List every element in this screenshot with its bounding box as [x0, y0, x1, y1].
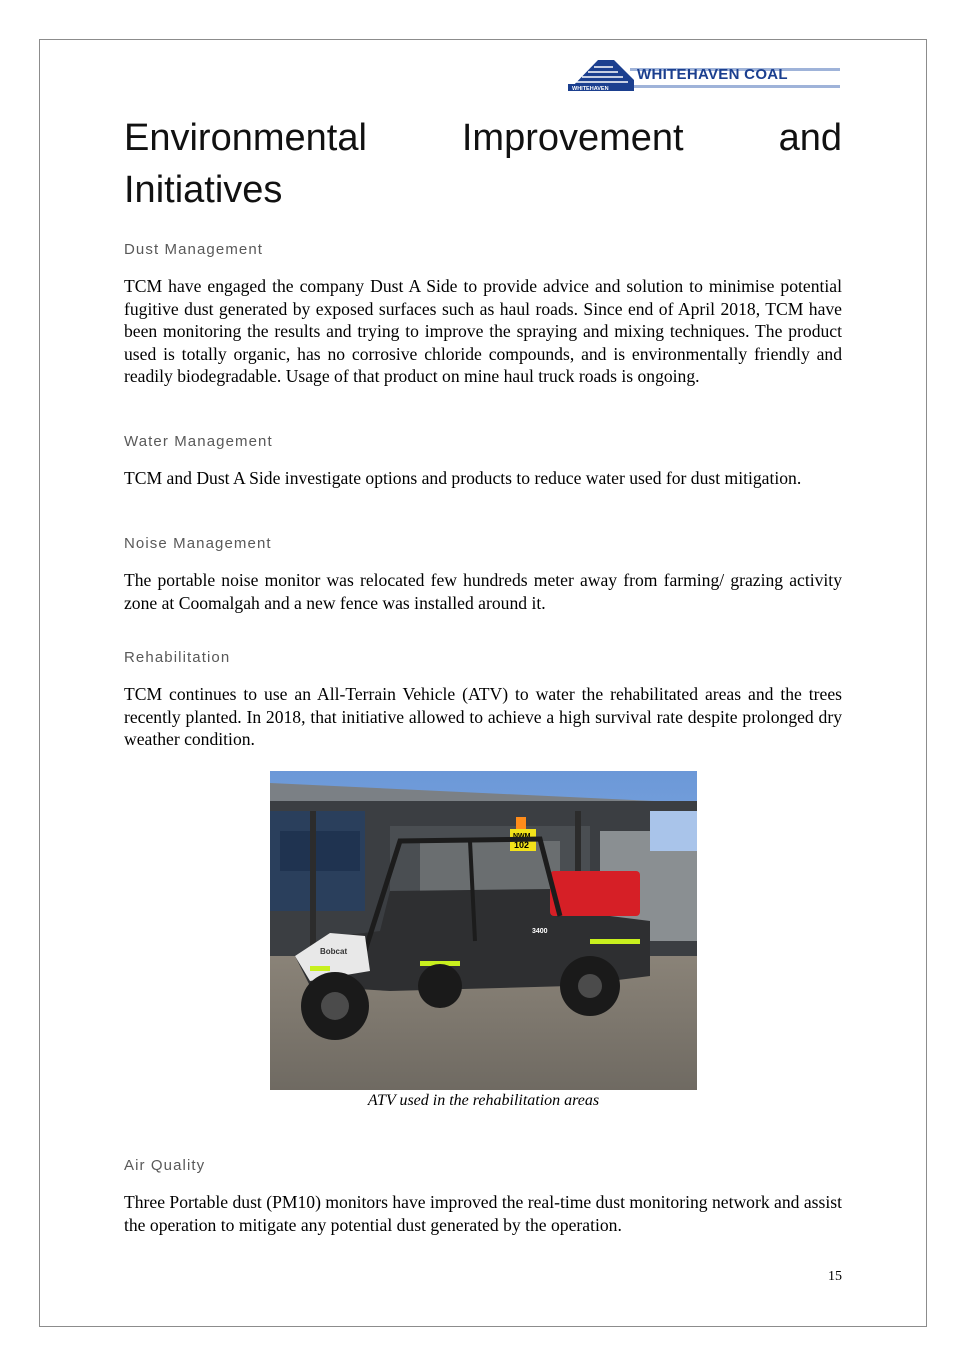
figure-caption: ATV used in the rehabilitation areas: [367, 1092, 600, 1109]
section-heading-rehabilitation: Rehabilitation: [124, 649, 231, 666]
section-heading-noise: Noise Management: [124, 535, 272, 552]
section-heading-air-quality: Air Quality: [124, 1157, 206, 1174]
logo-text: WHITEHAVEN COAL: [637, 66, 788, 83]
section-body-rehabilitation: TCM continues to use an All-Terrain Vehicle (ATV) to water the rehabilitated areas and the trees recently planted. In 2018, that initiative allowed to achieve a high survival rate despite prolonged dry weather condition.: [124, 684, 842, 750]
section-body-air-quality: Three Portable dust (PM10) monitors have improved the real-time dust monitoring network and assist the operation to mitigate any potential dust generated by the operation.: [124, 1192, 842, 1235]
section-body-water: TCM and Dust A Side investigate options and products to reduce water used for dust mitigation.: [124, 468, 802, 488]
atv-plate-line2: 102: [514, 840, 530, 850]
logo-subtext: WHITEHAVEN: [572, 86, 609, 92]
page-title-line2: Initiatives: [124, 169, 283, 211]
section-heading-dust: Dust Management: [124, 241, 264, 258]
page-number: 15: [828, 1269, 842, 1284]
atv-photo: [270, 771, 697, 1090]
section-heading-water: Water Management: [124, 433, 273, 450]
page-title-line1: Environmental Improvement and: [124, 117, 842, 159]
atv-plate-line1: NWM: [513, 833, 531, 840]
section-body-dust: TCM have engaged the company Dust A Side to provide advice and solution to minimise potential fugitive dust generated by exposed surfaces such as haul roads. Since end of April 2018, TCM have been monitoring the results and trying to improve the spraying and mixing techniques. The product used is totally organic, has no corrosive chloride compounds, and is environmentally friendly and readily biodegradable. Usage of that product on mine haul truck roads is ongoing.: [124, 276, 842, 387]
section-body-noise: The portable noise monitor was relocated few hundreds meter away from farming/ grazing activity zone at Coomalgah and a new fence was installed around it.: [124, 570, 842, 613]
atv-model-label: 3400: [532, 928, 548, 935]
atv-brand-label: Bobcat: [320, 947, 348, 956]
